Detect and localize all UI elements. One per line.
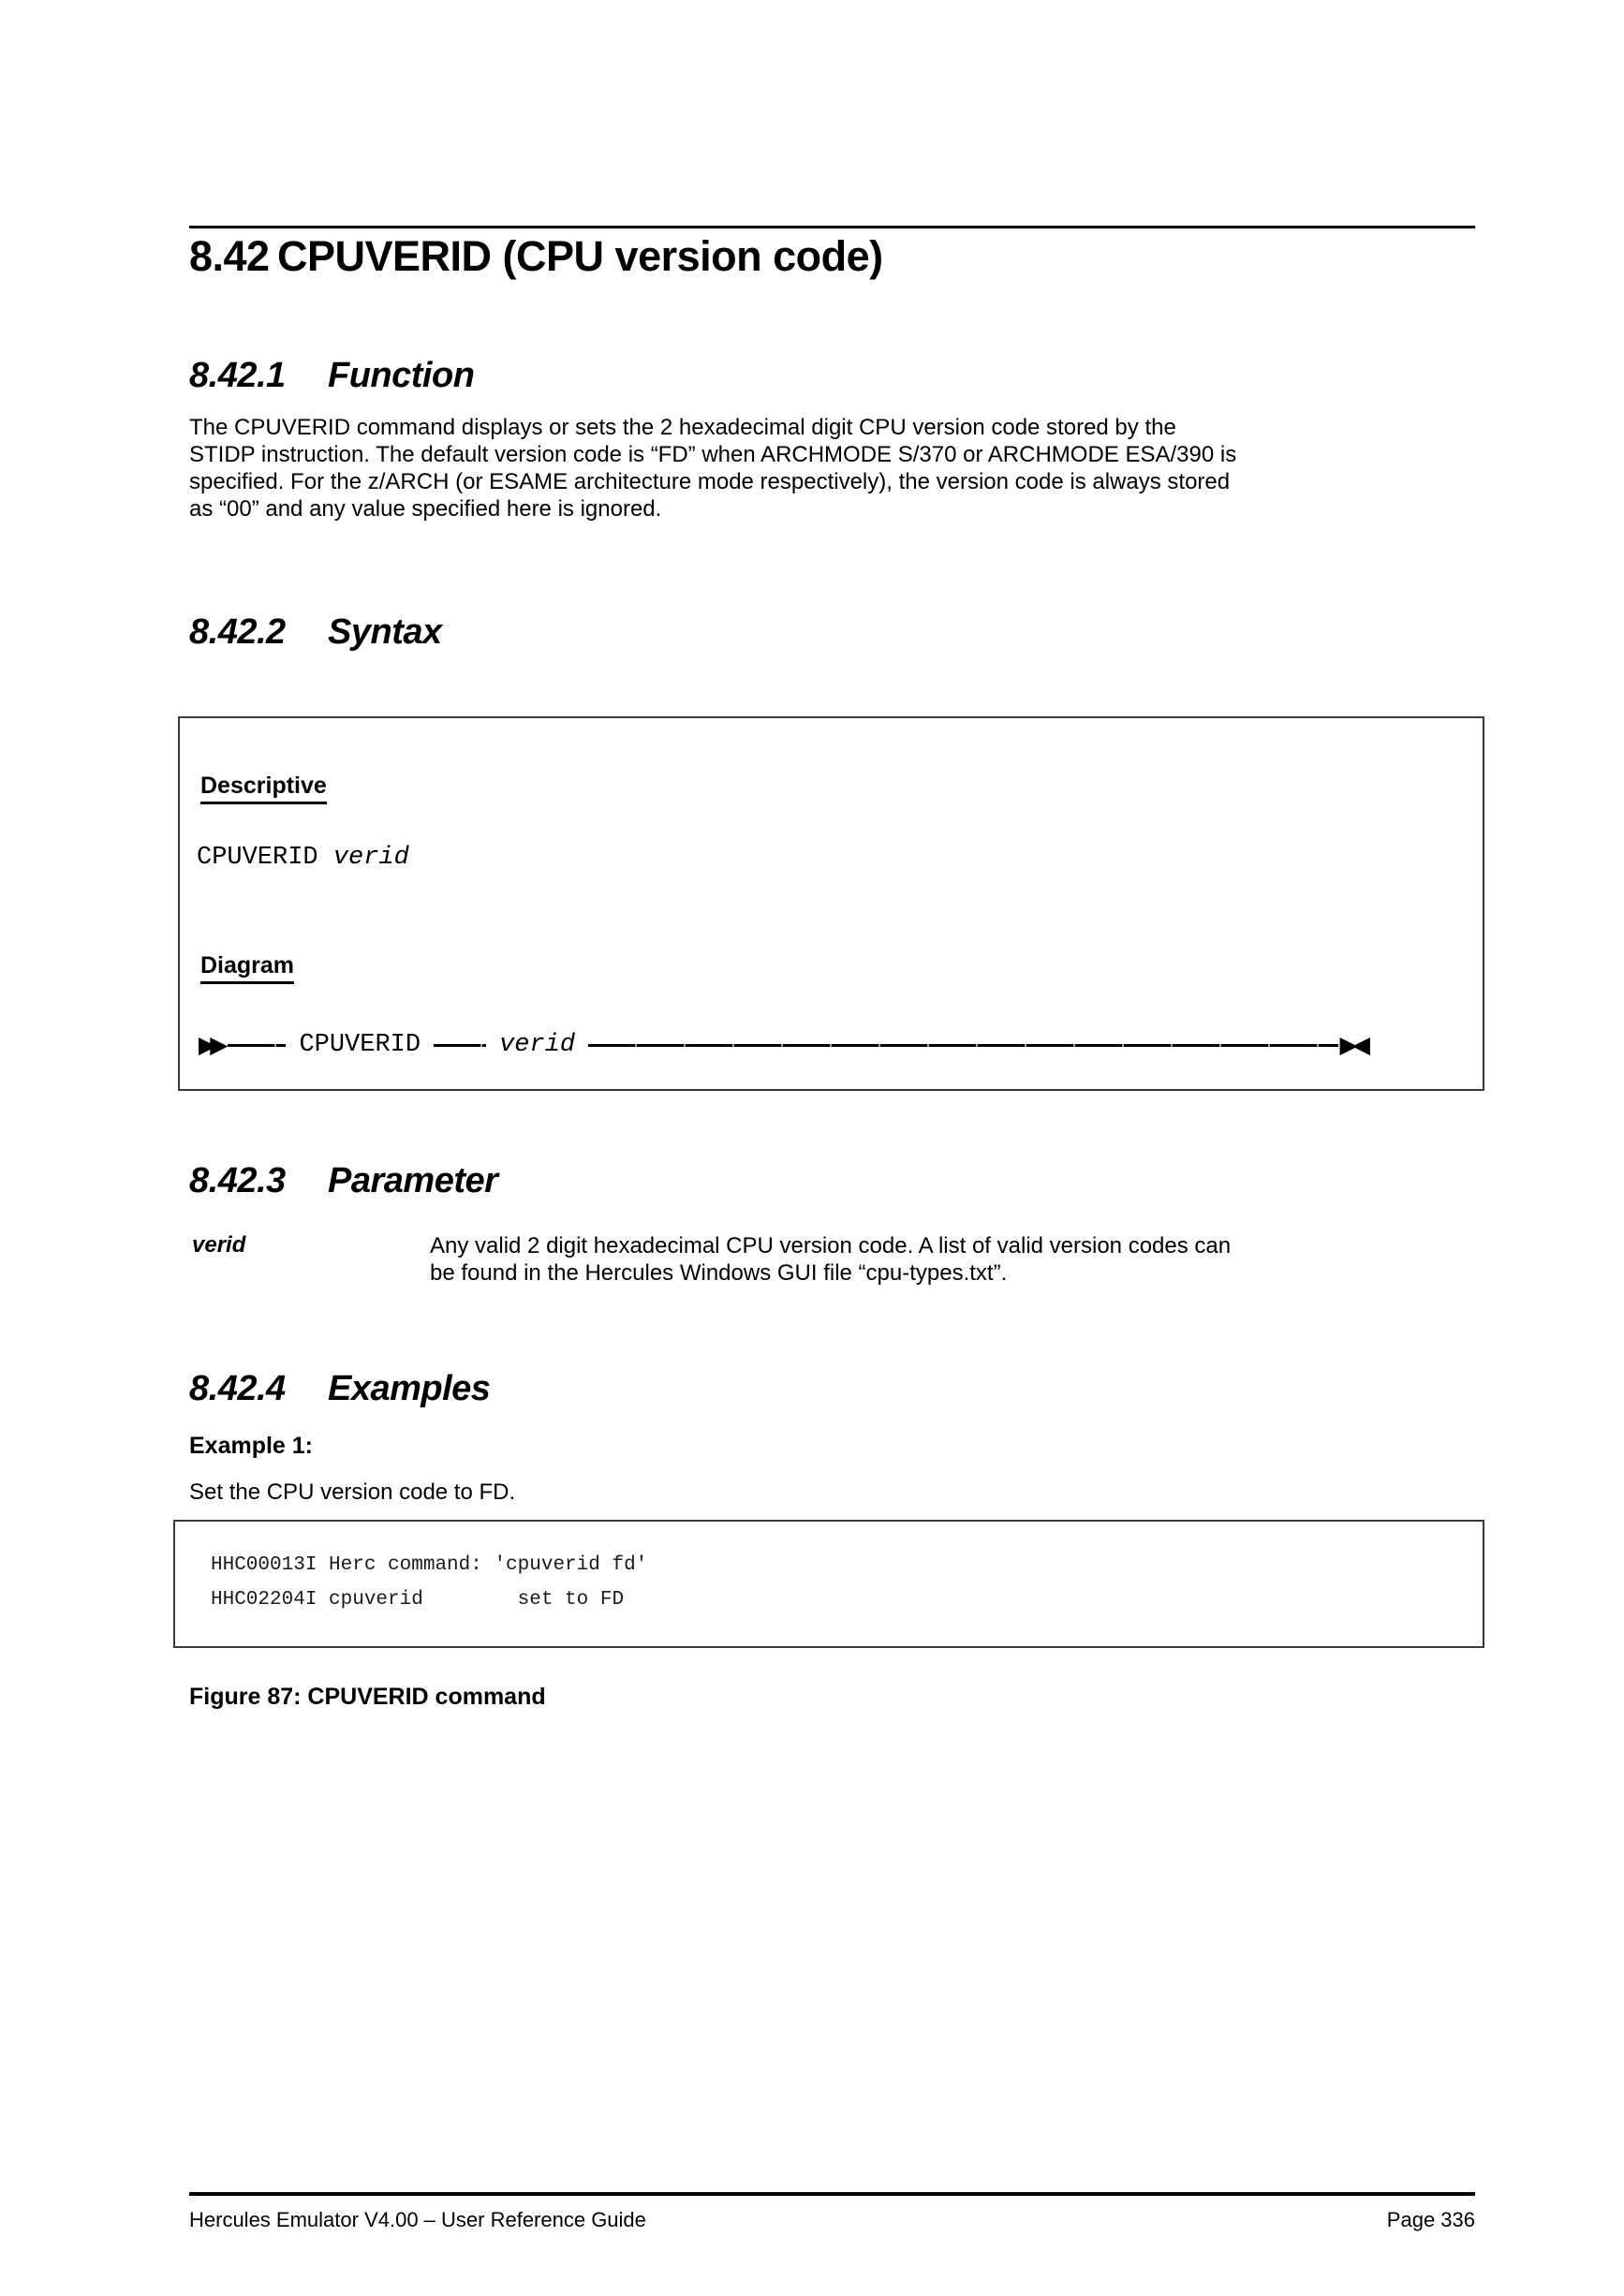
heading-examples-number: 8.42.4 [189, 1369, 286, 1408]
railroad-start-arrow-icon: ▶▶ [199, 1031, 222, 1058]
page-footer [189, 2208, 1475, 2232]
heading-examples [189, 1369, 490, 1409]
heading-function [189, 356, 474, 396]
heading-syntax-number: 8.42.2 [189, 612, 286, 652]
footer-document-title: Hercules Emulator V4.00 – User Reference Guide [189, 2208, 646, 2231]
text-line: HHC00013I Herc command: 'cpuverid fd' [211, 1554, 648, 1576]
text-line: The CPUVERID command displays or sets the 2 hexadecimal digit CPU version code stored by the [189, 415, 1176, 440]
parameter-term: verid [192, 1232, 246, 1258]
section-number: 8.42 [189, 232, 270, 280]
syntax-command: CPUVERID [197, 844, 318, 872]
heading-function-title: Function [328, 356, 475, 395]
railroad-end-arrow-icon: ▶◀ [1339, 1031, 1365, 1058]
heading-function-number: 8.42.1 [189, 356, 286, 395]
diagram-label: Diagram [200, 952, 294, 984]
text-line: specified. For the z/ARCH (or ESAME architecture mode respectively), the version code is always stored [189, 469, 1231, 494]
heading-examples-title: Examples [328, 1369, 491, 1408]
railroad-line-segment [588, 1044, 1337, 1047]
text-line: as “00” and any value specified here is ignored. [189, 496, 662, 522]
section-title: CPUVERID (CPU version code) [277, 232, 883, 280]
heading-syntax [189, 612, 442, 653]
text-line: Any valid 2 digit hexadecimal CPU version code. A list of valid version codes can [430, 1233, 1232, 1258]
heading-parameter-title: Parameter [328, 1161, 498, 1200]
descriptive-label: Descriptive [200, 773, 327, 804]
page-title [189, 232, 883, 281]
heading-parameter-number: 8.42.3 [189, 1161, 286, 1200]
text-line: STIDP instruction. The default version code is “FD” when ARCHMODE S/370 or ARCHMODE ESA/390 is [189, 442, 1237, 467]
syntax-box [178, 716, 1484, 1091]
railroad-line-segment [434, 1044, 486, 1047]
syntax-operand: verid [332, 844, 409, 872]
console-output-box [173, 1520, 1484, 1648]
syntax-command-line [197, 844, 409, 872]
example-label: Example 1: [189, 1433, 314, 1459]
example-description: Set the CPU version code to FD. [189, 1479, 516, 1505]
railroad-line-segment [228, 1044, 286, 1047]
heading-parameter [189, 1161, 497, 1201]
railroad-diagram [199, 1027, 1365, 1063]
function-paragraph [189, 414, 1482, 522]
text-line: be found in the Hercules Windows GUI file “cpu-types.txt”. [430, 1260, 1008, 1286]
parameter-definition [430, 1232, 1366, 1287]
railroad-command: CPUVERID [299, 1031, 421, 1059]
heading-syntax-title: Syntax [328, 612, 442, 652]
figure-caption: Figure 87: CPUVERID command [189, 1684, 546, 1710]
railroad-operand: verid [499, 1031, 576, 1059]
text-line: HHC02204I cpuverid set to FD [211, 1589, 625, 1611]
footer-rule [189, 2192, 1475, 2196]
footer-page-number: Page 336 [1386, 2208, 1475, 2231]
header-rule [189, 226, 1475, 228]
